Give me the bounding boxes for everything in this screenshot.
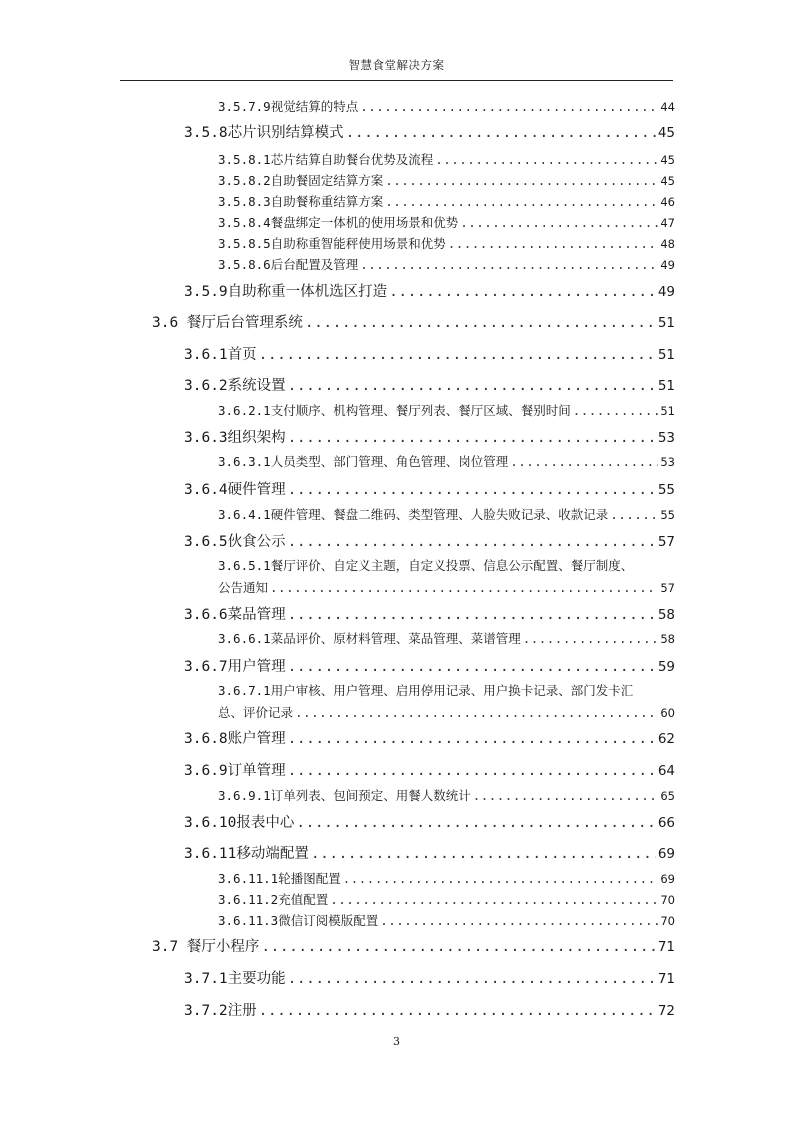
toc-entry[interactable] xyxy=(218,556,675,574)
dot-leader xyxy=(360,99,658,114)
toc-page-number: 59 xyxy=(657,659,675,675)
toc-entry-number: 3.6.3 xyxy=(184,430,228,446)
toc-entry-number: 3.6.7.1 xyxy=(218,683,271,698)
toc-entry-title: 芯片结算自助餐台优势及流程 xyxy=(270,152,434,167)
toc-entry[interactable] xyxy=(152,935,675,956)
toc-entry-number: 3.7 xyxy=(152,939,187,955)
dot-leader xyxy=(305,315,656,331)
dot-leader xyxy=(288,971,656,987)
dot-leader xyxy=(288,659,656,675)
toc-entry-number: 3.6.11.1 xyxy=(218,871,279,886)
toc-entry-number: 3.6.4.1 xyxy=(218,507,271,522)
toc-page-number: 51 xyxy=(657,347,675,363)
toc-entry-title: 主要功能 xyxy=(227,971,286,987)
toc-entry-title: 支付顺序、机构管理、餐厅列表、餐厅区域、餐别时间 xyxy=(270,403,571,418)
toc-entry-continuation[interactable] xyxy=(218,578,675,596)
toc-entry-title: 充值配置 xyxy=(278,892,329,907)
toc-entry-number: 3.6.2.1 xyxy=(218,403,271,418)
toc-page-number: 69 xyxy=(657,846,675,862)
toc-page-number: 55 xyxy=(660,508,675,522)
toc-entry-title: 自助称重一体机选区打造 xyxy=(227,284,388,300)
dot-leader xyxy=(288,607,656,623)
toc-entry-title: 后台配置及管理 xyxy=(270,257,359,272)
toc-entry-continuation[interactable] xyxy=(218,703,675,721)
dot-leader xyxy=(259,1003,656,1019)
toc-entry-number: 3.5.8.6 xyxy=(218,257,271,272)
toc-page-number: 45 xyxy=(657,125,675,141)
toc-entry-number: 3.5.9 xyxy=(184,284,228,300)
toc-entry-title: 伙食公示 xyxy=(227,534,286,550)
toc-page-number: 44 xyxy=(660,100,675,114)
toc-page-number: 47 xyxy=(660,216,675,230)
toc-entry-title: 用户管理 xyxy=(227,659,286,675)
toc-entry-title: 自助餐固定结算方案 xyxy=(270,173,384,188)
toc-entry-number: 3.5.8.1 xyxy=(218,152,271,167)
toc-entry-number: 3.5.8 xyxy=(184,125,228,141)
dot-leader xyxy=(346,125,656,141)
dot-leader xyxy=(435,152,658,167)
toc-entry-title: 菜品管理 xyxy=(227,607,286,623)
toc-entry[interactable] xyxy=(218,213,675,231)
dot-leader xyxy=(473,788,659,803)
toc-entry-number: 3.6.11.2 xyxy=(218,892,279,907)
toc-entry-number: 3.6.9.1 xyxy=(218,788,271,803)
toc-entry-number: 3.7.2 xyxy=(184,1003,228,1019)
toc-page-number: 57 xyxy=(657,534,675,550)
toc-entry[interactable] xyxy=(218,150,675,168)
page-number: 3 xyxy=(393,1035,400,1048)
toc-entry[interactable] xyxy=(218,97,675,115)
toc-entry-title-continued: 公告通知 xyxy=(218,580,269,595)
toc-entry[interactable] xyxy=(184,727,675,748)
toc-page-number: 64 xyxy=(657,763,675,779)
toc-entry[interactable] xyxy=(218,890,675,908)
toc-entry[interactable] xyxy=(218,786,675,804)
toc-page-number: 48 xyxy=(660,237,675,251)
toc-entry-number: 3.5.8.3 xyxy=(218,194,271,209)
dot-leader xyxy=(330,892,658,907)
toc-entry-number: 3.5.8.5 xyxy=(218,236,271,251)
toc-page-number: 71 xyxy=(657,971,675,987)
toc-entry[interactable] xyxy=(184,811,675,832)
toc-entry[interactable] xyxy=(184,999,675,1020)
toc-page-number: 65 xyxy=(660,789,675,803)
toc-page-number: 57 xyxy=(660,581,675,595)
toc-page-number: 66 xyxy=(657,815,675,831)
toc-entry[interactable] xyxy=(184,478,675,499)
toc-entry[interactable] xyxy=(184,655,675,676)
toc-entry-number: 3.6.2 xyxy=(184,378,228,394)
dot-leader xyxy=(523,631,659,646)
toc-entry-title: 用户审核、用户管理、启用停用记录、用户换卡记录、部门发卡汇 xyxy=(270,683,634,698)
toc-page-number: 49 xyxy=(657,284,675,300)
toc-entry-title: 移动端配置 xyxy=(236,846,309,862)
toc-page-number: 70 xyxy=(660,914,675,928)
dot-leader xyxy=(296,815,655,831)
dot-leader xyxy=(460,215,658,230)
toc-entry-title-continued: 总、评价记录 xyxy=(218,705,294,720)
toc-page-number: 45 xyxy=(660,174,675,188)
toc-entry-title: 餐盘绑定一体机的使用场景和优势 xyxy=(270,215,459,230)
toc-entry-title: 餐厅后台管理系统 xyxy=(186,315,303,331)
toc-entry[interactable] xyxy=(184,280,675,301)
dot-leader xyxy=(270,580,658,595)
toc-entry-title: 硬件管理 xyxy=(227,482,286,498)
toc-entry[interactable] xyxy=(184,842,675,863)
toc-page-number: 69 xyxy=(660,872,675,886)
toc-entry-title: 订单管理 xyxy=(227,763,286,779)
toc-entry[interactable] xyxy=(218,681,675,699)
dot-leader xyxy=(288,534,656,550)
toc-entry-number: 3.6 xyxy=(152,315,187,331)
toc-entry-title: 自助餐称重结算方案 xyxy=(270,194,384,209)
dot-leader xyxy=(288,482,656,498)
toc-entry-title: 菜品评价、原材料管理、菜品管理、菜谱管理 xyxy=(270,631,521,646)
toc-entry[interactable] xyxy=(184,121,675,142)
dot-leader xyxy=(343,871,659,886)
toc-entry[interactable] xyxy=(218,452,675,470)
toc-entry-title: 视觉结算的特点 xyxy=(270,99,359,114)
dot-leader xyxy=(288,731,656,747)
toc-page-number: 51 xyxy=(657,315,675,331)
toc-entry-number: 3.6.6 xyxy=(184,607,228,623)
toc-entry-title: 轮播图配置 xyxy=(278,871,341,886)
toc-entry[interactable] xyxy=(152,311,675,332)
toc-page-number: 58 xyxy=(657,607,675,623)
toc-entry-number: 3.6.1 xyxy=(184,347,228,363)
toc-entry[interactable] xyxy=(184,759,675,780)
toc-entry-number: 3.6.9 xyxy=(184,763,228,779)
toc-entry[interactable] xyxy=(218,192,675,210)
toc-entry[interactable] xyxy=(218,629,675,647)
dot-leader xyxy=(385,194,658,209)
dot-leader xyxy=(288,430,656,446)
toc-entry-title: 芯片识别结算模式 xyxy=(227,125,344,141)
toc-entry-title: 系统设置 xyxy=(227,378,286,394)
toc-entry[interactable] xyxy=(184,343,675,364)
toc-entry-title: 自助称重智能秤使用场景和优势 xyxy=(270,236,446,251)
toc-entry-number: 3.6.5 xyxy=(184,534,228,550)
toc-entry[interactable] xyxy=(218,171,675,189)
toc-entry[interactable] xyxy=(184,374,675,395)
toc-page-number: 53 xyxy=(657,430,675,446)
toc-entry-number: 3.5.8.2 xyxy=(218,173,271,188)
toc-entry[interactable] xyxy=(218,869,675,887)
toc-entry[interactable] xyxy=(218,255,675,273)
dot-leader xyxy=(259,347,656,363)
toc-entry-title: 账户管理 xyxy=(227,731,286,747)
document-header: 智慧食堂解决方案 xyxy=(348,58,445,72)
toc-page-number: 60 xyxy=(660,706,675,720)
toc-entry[interactable] xyxy=(184,603,675,624)
toc-entry-title: 组织架构 xyxy=(227,430,286,446)
dot-leader xyxy=(610,507,658,522)
dot-leader xyxy=(510,454,658,469)
toc-entry-title: 首页 xyxy=(227,347,257,363)
toc-page-number: 70 xyxy=(660,893,675,907)
toc-entry-number: 3.5.8.4 xyxy=(218,215,271,230)
toc-entry-number: 3.6.7 xyxy=(184,659,228,675)
toc-entry-title: 餐厅小程序 xyxy=(186,939,260,955)
toc-entry[interactable] xyxy=(184,967,675,988)
dot-leader xyxy=(288,763,656,779)
dot-leader xyxy=(389,284,656,300)
toc-entry-title: 人员类型、部门管理、角色管理、岗位管理 xyxy=(270,454,509,469)
toc-entry-title: 硬件管理、餐盘二维码、类型管理、人脸失败记录、收款记录 xyxy=(270,507,609,522)
toc-entry-title: 注册 xyxy=(227,1003,257,1019)
toc-entry-number: 3.5.7.9 xyxy=(218,99,271,114)
toc-page-number: 45 xyxy=(660,153,675,167)
dot-leader xyxy=(380,913,658,928)
dot-leader xyxy=(311,846,656,862)
toc-entry-number: 3.6.4 xyxy=(184,482,228,498)
toc-entry[interactable] xyxy=(218,401,675,419)
toc-page-number: 49 xyxy=(660,258,675,272)
dot-leader xyxy=(385,173,658,188)
toc-page-number: 58 xyxy=(660,632,675,646)
toc-entry[interactable] xyxy=(218,505,675,523)
toc-entry-number: 3.6.3.1 xyxy=(218,454,271,469)
toc-entry[interactable] xyxy=(218,911,675,929)
toc-page-number: 46 xyxy=(660,195,675,209)
toc-entry-number: 3.7.1 xyxy=(184,971,228,987)
toc-entry-number: 3.6.5.1 xyxy=(218,558,271,573)
toc-entry[interactable] xyxy=(184,426,675,447)
toc-page-number: 51 xyxy=(660,404,675,418)
dot-leader xyxy=(295,705,658,720)
dot-leader xyxy=(261,939,655,955)
toc-entry[interactable] xyxy=(218,234,675,252)
toc-page-number: 62 xyxy=(657,731,675,747)
toc-entry-title: 餐厅评价、自定义主题，自定义投票、信息公示配置、餐厅制度、 xyxy=(270,558,634,573)
toc-page-number: 51 xyxy=(657,378,675,394)
toc-entry-number: 3.6.10 xyxy=(184,815,237,831)
toc-page-number: 55 xyxy=(657,482,675,498)
toc-entry-title: 订单列表、包间预定、用餐人数统计 xyxy=(270,788,471,803)
dot-leader xyxy=(288,378,656,394)
toc-entry-title: 微信订阅模版配置 xyxy=(278,913,379,928)
toc-entry-number: 3.6.8 xyxy=(184,731,228,747)
toc-entry-title: 报表中心 xyxy=(236,815,295,831)
toc-entry-number: 3.6.11.3 xyxy=(218,913,279,928)
toc-entry-number: 3.6.6.1 xyxy=(218,631,271,646)
toc-page-number: 72 xyxy=(657,1003,675,1019)
toc-entry[interactable] xyxy=(184,530,675,551)
toc-entry-number: 3.6.11 xyxy=(184,846,237,862)
dot-leader xyxy=(360,257,658,272)
toc-page-number: 53 xyxy=(660,455,675,469)
dot-leader xyxy=(448,236,659,251)
dot-leader xyxy=(573,403,659,418)
toc-page-number: 71 xyxy=(657,939,675,955)
